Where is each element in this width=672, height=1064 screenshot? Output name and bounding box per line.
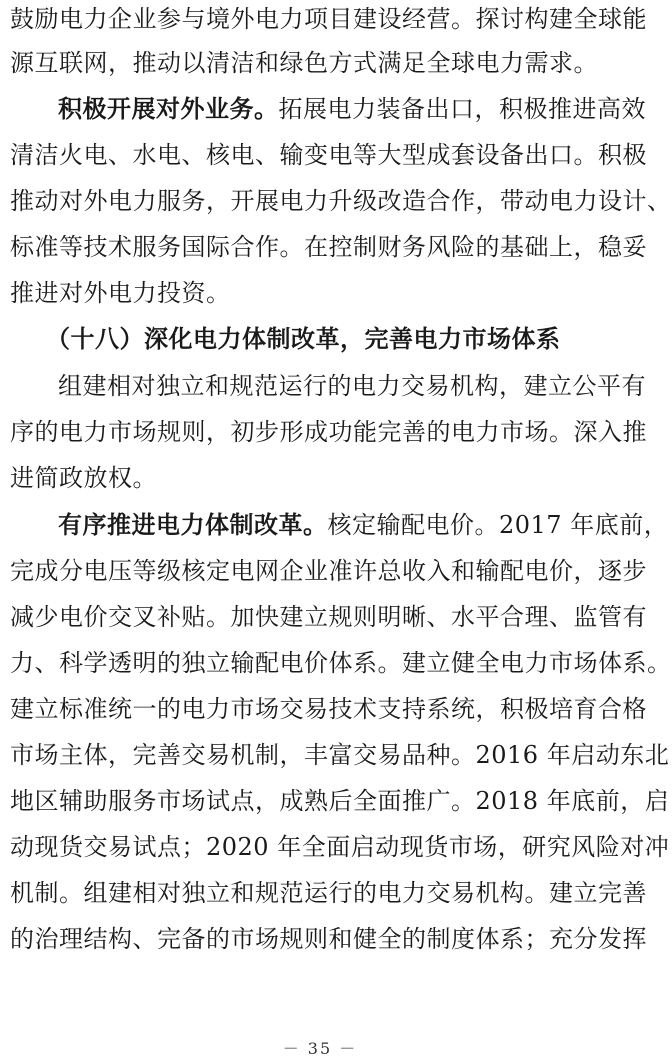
paragraph-line: 序的电力市场规则，初步形成功能完善的电力市场。深入推 [10,418,647,446]
paragraph-line-text: 核定输配电价。2017 年底前， [327,511,669,539]
paragraph-line: 建立标准统一的电力市场交易技术支持系统，积极培育合格 [10,695,647,723]
paragraph-line: 源互联网，推动以清洁和绿色方式满足全球电力需求。 [10,49,598,77]
paragraph-line: 的治理结构、完备的市场规则和健全的制度体系；充分发挥 [10,925,647,953]
paragraph-line: 标准等技术服务国际合作。在控制财务风险的基础上，稳妥 [10,233,647,261]
paragraph-line: 鼓励电力企业参与境外电力项目建设经营。探讨构建全球能 [10,5,647,33]
page-number: － 35 － [282,1039,358,1058]
paragraph-line: 动现货交易试点；2020 年全面启动现货市场，研究风险对冲 [10,833,670,861]
paragraph-line: 进简政放权。 [10,464,157,492]
paragraph-line-text: 拓展电力装备出口，积极推进高效 [278,95,646,123]
paragraph-line: 减少电价交叉补贴。加快建立规则明晰、水平合理、监管有 [10,603,647,631]
paragraph-lead: 有序推进电力体制改革。 [58,510,328,539]
paragraph-line: 组建相对独立和规范运行的电力交易机构，建立公平有 [58,372,646,400]
paragraph-line: 市场主体，完善交易机制，丰富交易品种。2016 年启动东北 [10,741,670,769]
paragraph-lead: 积极开展对外业务。 [58,94,279,123]
paragraph-line: 推进对外电力投资。 [10,279,231,307]
paragraph-line: 清洁火电、水电、核电、输变电等大型成套设备出口。积极 [10,141,647,169]
paragraph-line: 地区辅助服务市场试点，成熟后全面推广。2018 年底前，启 [10,787,670,815]
section-heading: （十八）深化电力体制改革，完善电力市场体系 [46,325,561,353]
paragraph-line: 完成分电压等级核定电网企业准许总收入和输配电价，逐步 [10,557,647,585]
paragraph-line: 机制。组建相对独立和规范运行的电力交易机构。建立完善 [10,879,647,907]
paragraph-first-line [10,508,669,542]
paragraph-line: 推动对外电力服务，开展电力升级改造合作，带动电力设计、 [10,187,672,215]
paragraph-first-line [10,92,646,126]
paragraph-line: 力、科学透明的独立输配电价体系。建立健全电力市场体系。 [10,649,672,677]
